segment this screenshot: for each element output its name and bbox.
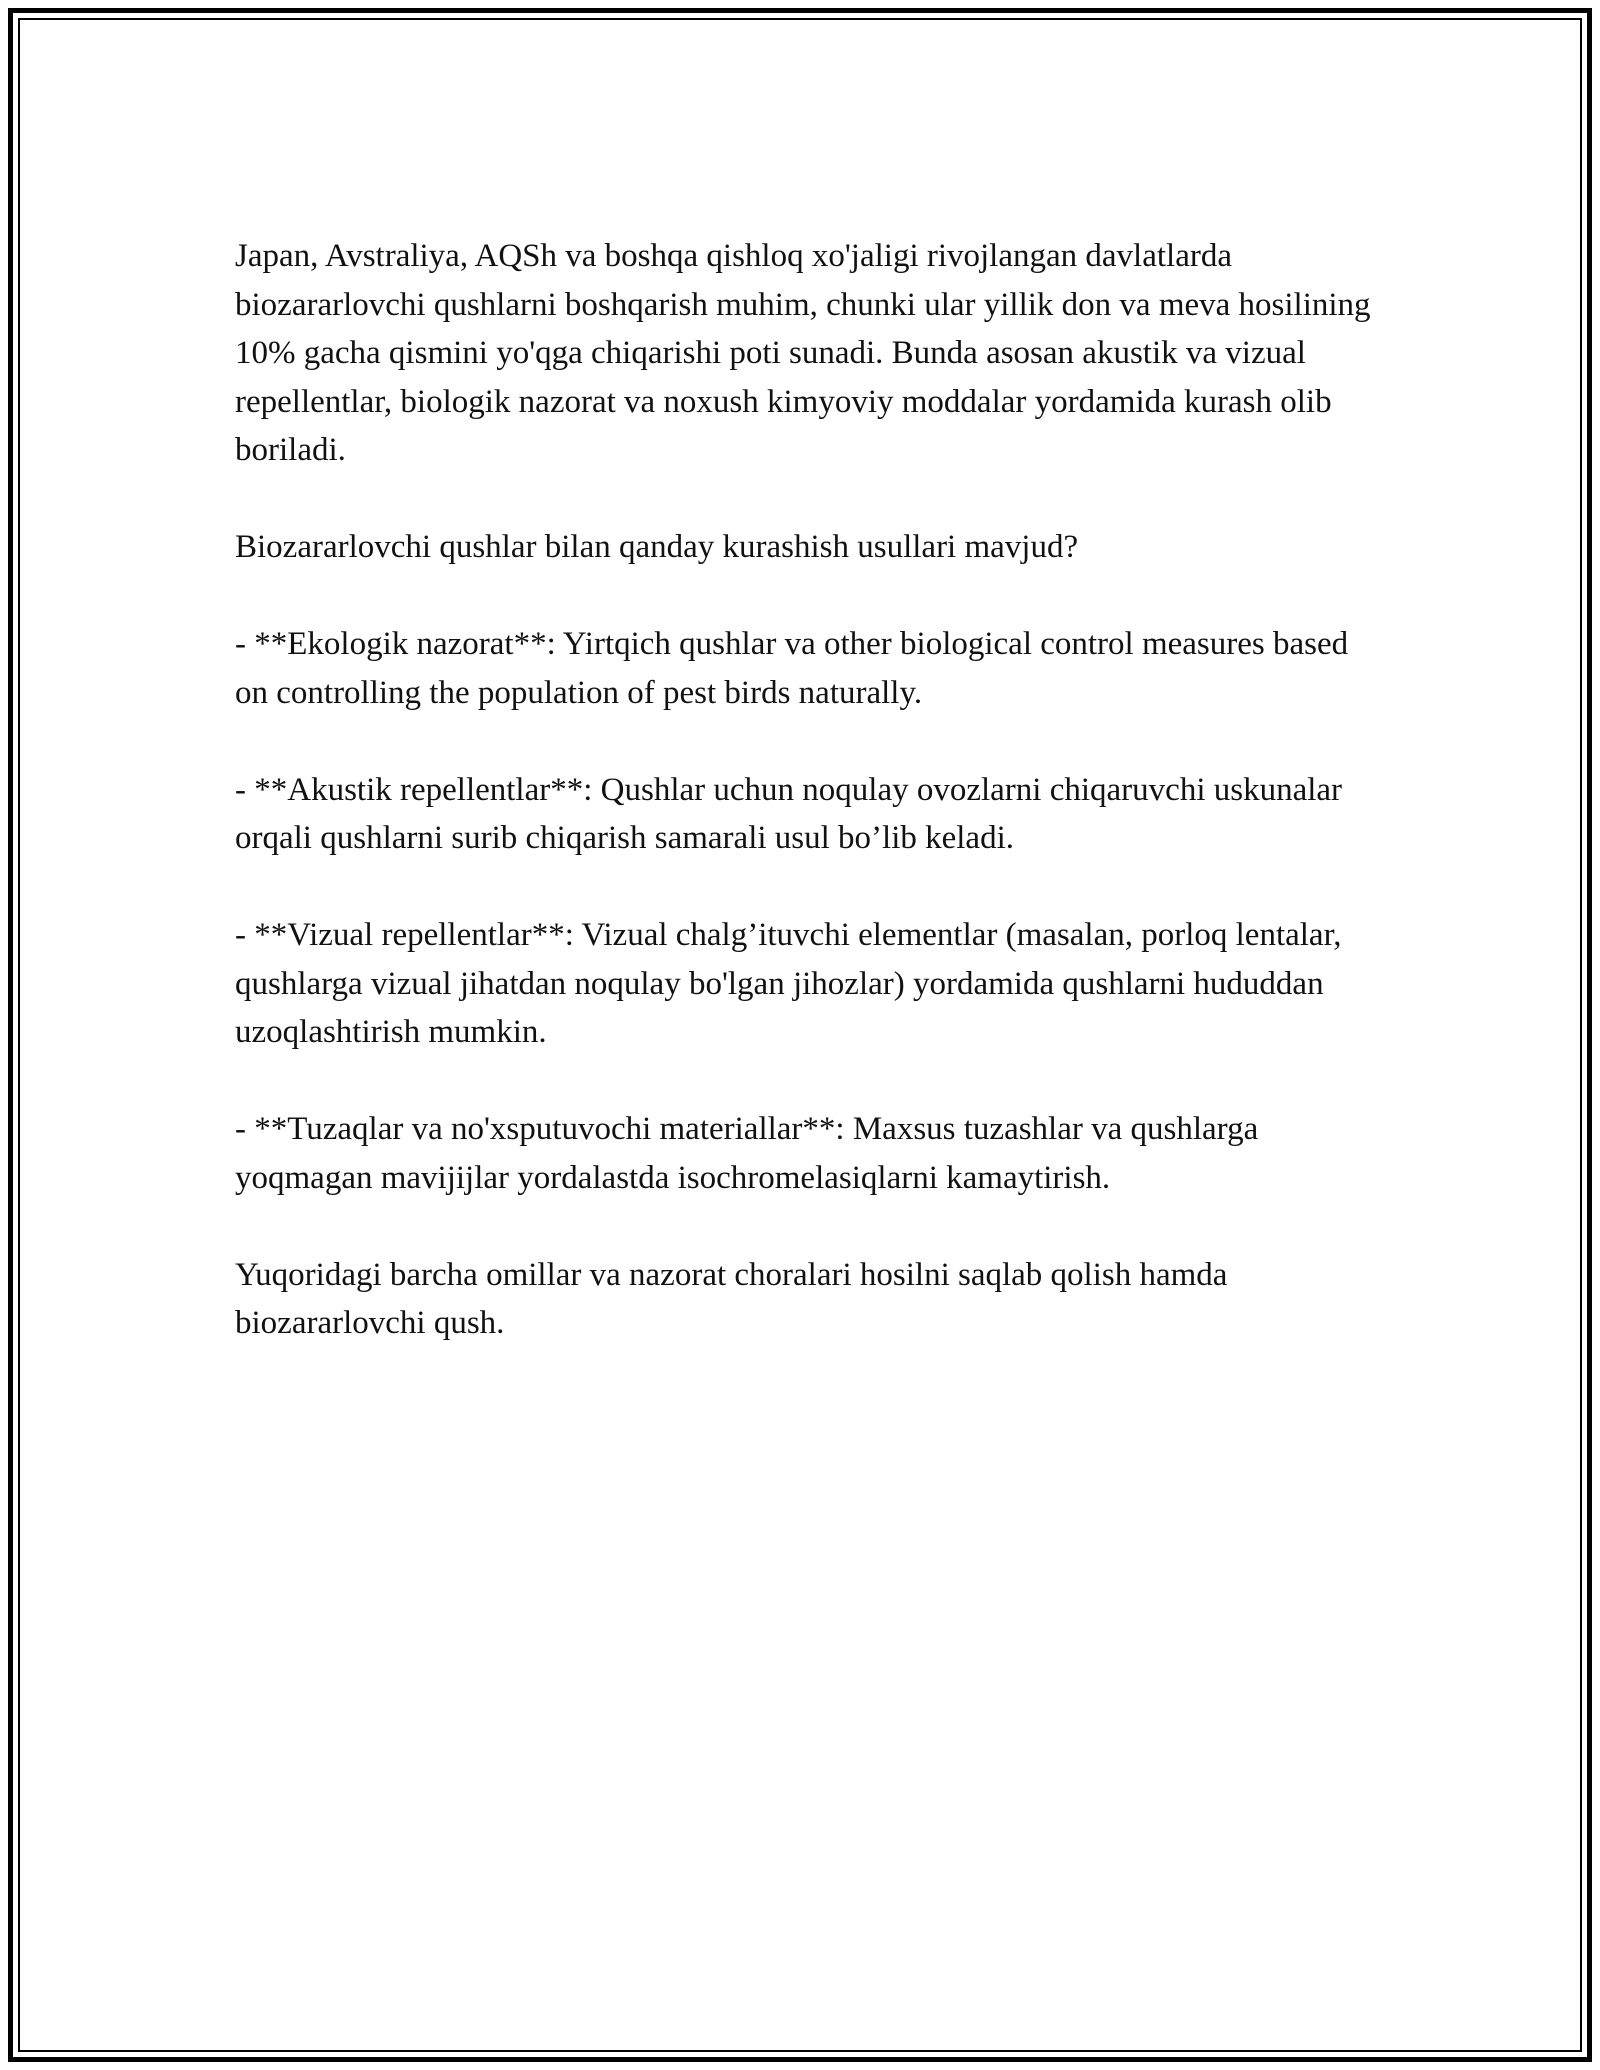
- conclusion-paragraph: Yuqoridagi barcha omillar va nazorat choralari hosilni saqlab qolish hamda biozararlovchi qush.: [235, 1256, 1228, 1341]
- list-item-traps-materials: - **Tuzaqlar va no'xsputuvochi materiallar**: Maxsus tuzashlar va qushlarga yoqmagan mavijijlar yordalastda isochromelasiqlarni kamaytirish.: [235, 1111, 1259, 1196]
- question-paragraph: Biozararlovchi qushlar bilan qanday kurashish usullari mavjud?: [235, 529, 1079, 565]
- list-item-ecological-control: - **Ekologik nazorat**: Yirtqich qushlar va other biological control measures based on controlling the population of pest birds naturally.: [235, 626, 1349, 711]
- document-body: [235, 232, 1385, 1348]
- intro-paragraph: Japan, Avstraliya, AQSh va boshqa qishloq xo'jaligi rivojlangan davlatlarda biozararlovchi qushlarni boshqarish muhim, chunki ular yillik don va meva hosilining 10% gacha qismini yo'qga chiqarishi poti sunadi. Bunda asosan akustik va vizual repellentlar, biologik nazorat va noxush kimyoviy moddalar yordamida kurash olib boriladi.: [235, 238, 1371, 468]
- list-item-acoustic-repellents: - **Akustik repellentlar**: Qushlar uchun noqulay ovozlarni chiqaruvchi uskunalar orqali qushlarni surib chiqarish samarali usul bo’lib keladi.: [235, 771, 1343, 856]
- list-item-visual-repellents: - **Vizual repellentlar**: Vizual chalg’ituvchi elementlar (masalan, porloq lentalar, qushlarga vizual jihatdan noqulay bo'lgan jihozlar) yordamida qushlarni hududdan uzoqlashtirish mumkin.: [235, 917, 1342, 1050]
